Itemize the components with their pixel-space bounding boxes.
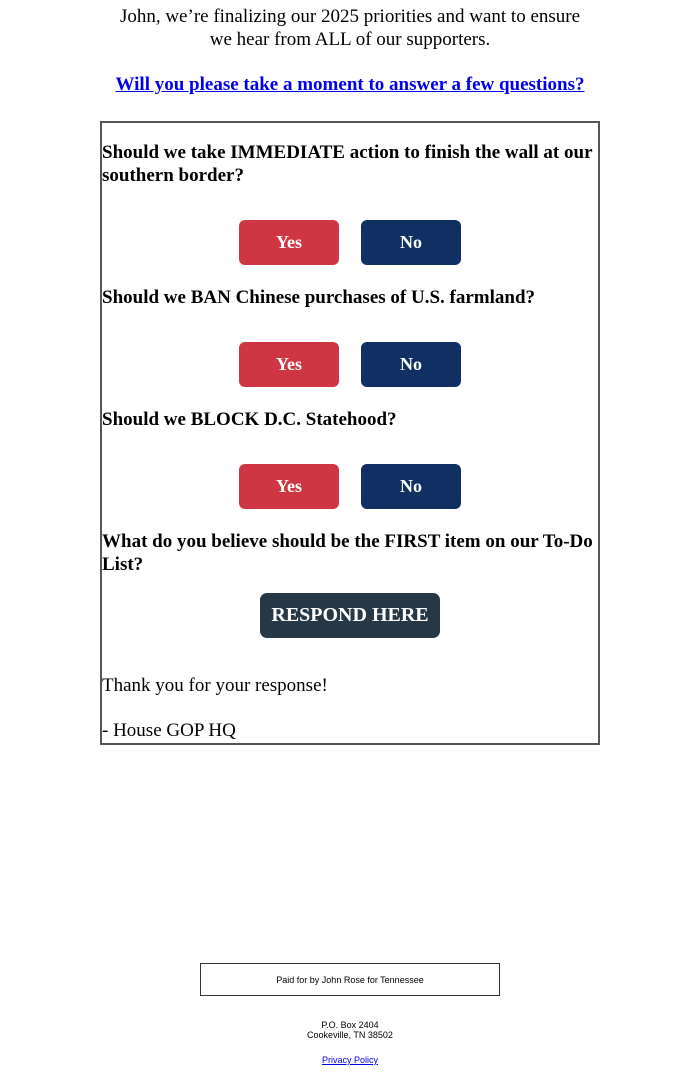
signoff-text: - House GOP HQ [102, 720, 236, 741]
wall-no-button[interactable]: No [361, 220, 461, 265]
paid-for-text: Paid for by John Rose for Tennessee [276, 974, 424, 985]
question-first-item: What do you believe should be the FIRST item on our To-Do List? [102, 531, 593, 575]
intro-message [50, 5, 650, 51]
survey-prompt-link[interactable]: Will you please take a moment to answer a few questions? [115, 74, 585, 95]
dc-statehood-no-button[interactable]: No [361, 464, 461, 509]
privacy-policy-link[interactable]: Privacy Policy [321, 1055, 378, 1065]
respond-here-button[interactable]: RESPOND HERE [260, 593, 440, 638]
privacy-policy [200, 1055, 500, 1065]
survey-box [100, 121, 600, 745]
thank-you-text: Thank you for your response! [102, 675, 328, 696]
question-farmland: Should we BAN Chinese purchases of U.S. farmland? [102, 287, 536, 308]
farmland-yes-button[interactable]: Yes [239, 342, 339, 387]
address-line-1: P.O. Box 2404 [321, 1020, 379, 1030]
dc-statehood-yes-button[interactable]: Yes [239, 464, 339, 509]
survey-prompt [50, 74, 650, 96]
intro-line-2: we hear from ALL of our supporters. [209, 29, 491, 50]
question-dc-statehood: Should we BLOCK D.C. Statehood? [102, 409, 397, 430]
address-line-2: Cookeville, TN 38502 [307, 1030, 393, 1040]
intro-line-1: John, we’re finalizing our 2025 priorities and want to ensure [119, 6, 581, 27]
paid-for-disclaimer [200, 963, 500, 996]
farmland-no-button[interactable]: No [361, 342, 461, 387]
mailing-address [200, 1020, 500, 1040]
question-wall: Should we take IMMEDIATE action to finish the wall at our southern border? [102, 142, 593, 186]
wall-yes-button[interactable]: Yes [239, 220, 339, 265]
